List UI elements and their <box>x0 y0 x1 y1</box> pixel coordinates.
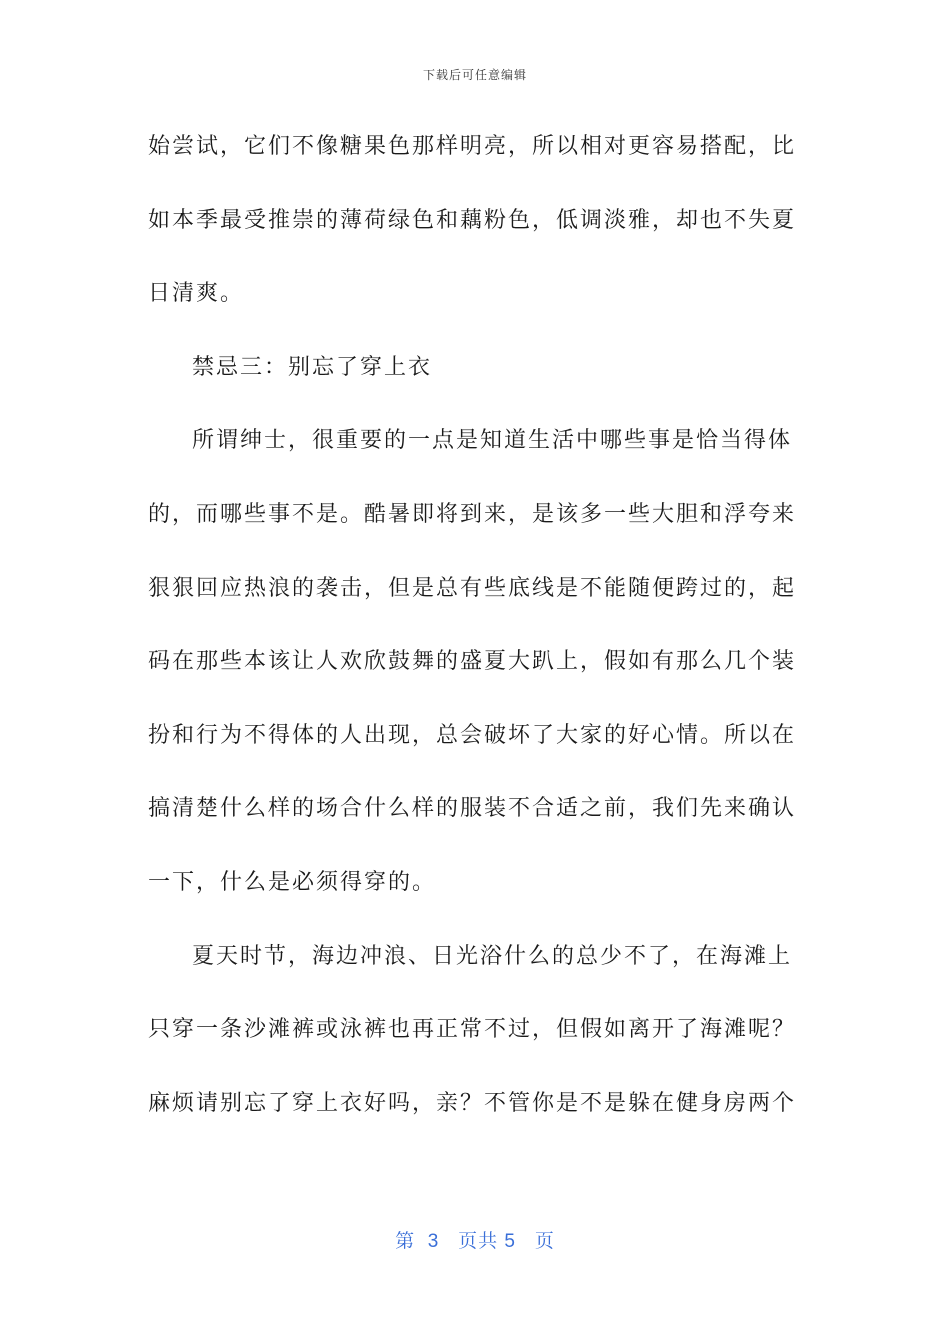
text-line: 狠狠回应热浪的袭击，但是总有些底线是不能随便跨过的，起 <box>148 575 797 601</box>
text-line: 的，而哪些事不是。酷暑即将到来，是该多一些大胆和浮夸来 <box>148 501 797 527</box>
text-line: 始尝试，它们不像糖果色那样明亮，所以相对更容易搭配，比 <box>148 134 797 159</box>
text-line: 日清爽。 <box>148 281 245 307</box>
text-line: 一下，什么是必须得穿的。 <box>148 869 437 895</box>
text-line: 如本季最受推崇的薄荷绿色和藕粉色，低调淡雅，却也不失夏 <box>148 207 797 233</box>
text-line: 所谓绅士，很重要的一点是知道生活中哪些事是恰当得体 <box>192 428 793 454</box>
text-line: 夏天时节，海边冲浪、日光浴什么的总少不了，在海滩上 <box>192 943 793 969</box>
text-line: 禁忌三：别忘了穿上衣 <box>192 354 433 380</box>
body-text <box>148 124 797 1154</box>
text-line: 码在那些本该让人欢欣鼓舞的盛夏大趴上，假如有那么几个装 <box>148 649 797 675</box>
text-line: 扮和行为不得体的人出现，总会破坏了大家的好心情。所以在 <box>148 722 797 748</box>
page-footer: 第 3 页共 5 页 <box>395 1231 555 1252</box>
text-line: 只穿一条沙滩裤或泳裤也再正常不过，但假如离开了海滩呢？ <box>148 1017 797 1043</box>
text-line: 搞清楚什么样的场合什么样的服装不合适之前，我们先来确认 <box>148 796 797 822</box>
text-line: 麻烦请别忘了穿上衣好吗，亲？不管你是不是躲在健身房两个 <box>148 1090 797 1116</box>
page-header: 下载后可任意编辑 <box>422 68 527 82</box>
